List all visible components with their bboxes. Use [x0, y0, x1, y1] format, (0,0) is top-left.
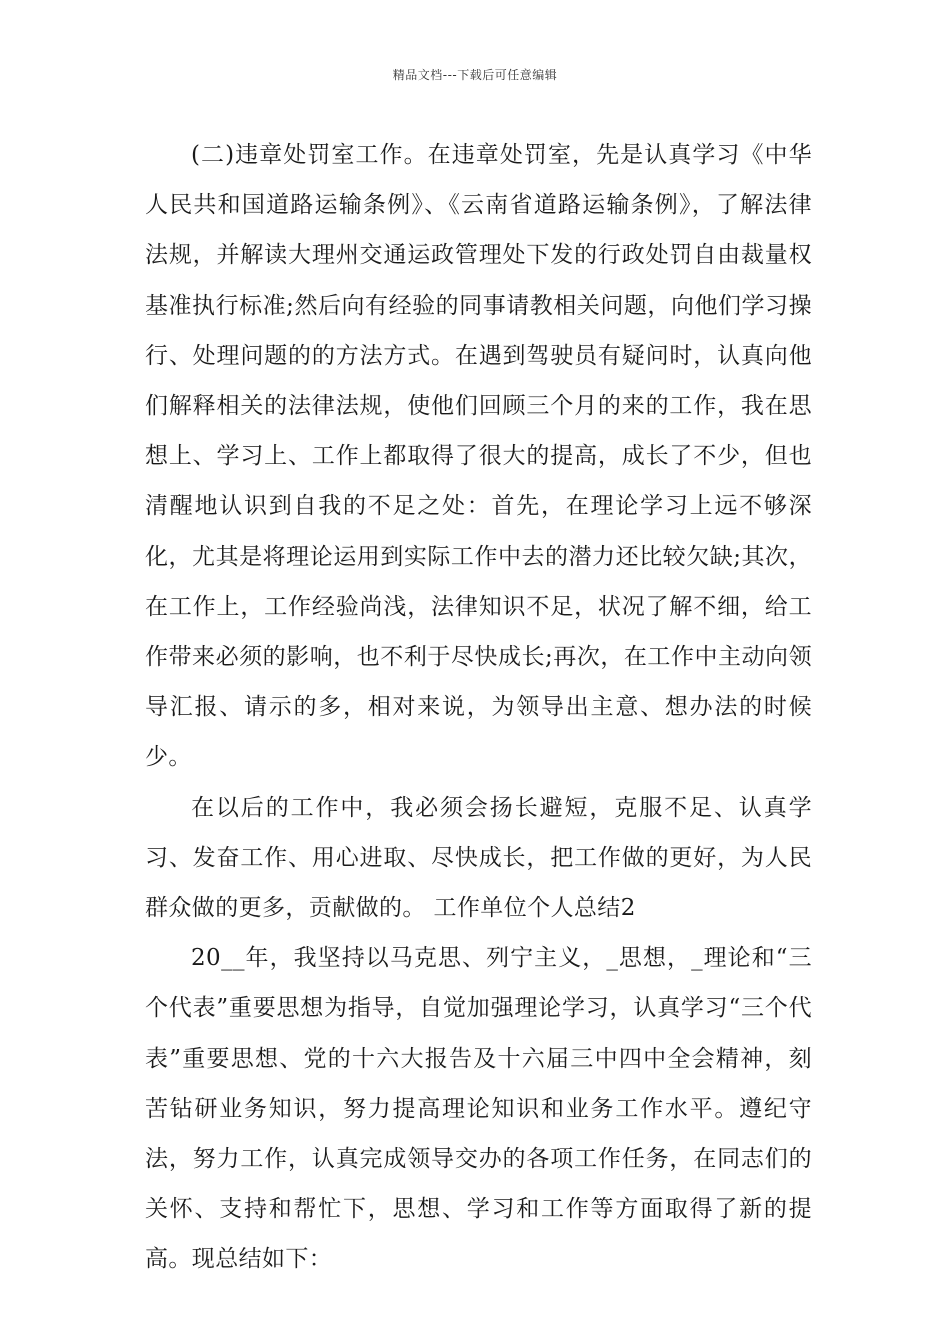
document-body	[145, 130, 812, 1285]
paragraph-annual-summary: 20__年，我坚持以马克思、列宁主义，_思想，_理论和“三个代表”重要思想为指导，自觉加强理论学习，认真学习“三个代表”重要思想、党的十六大报告及十六届三中四中全会精神，刻苦钻研业务知识，努力提高理论知识和业务工作水平。遵纪守法，努力工作，认真完成领导交办的各项工作任务，在同志们的关怀、支持和帮忙下，思想、学习和工作等方面取得了新的提高。现总结如下：	[145, 945, 812, 1273]
page-header: 精品文档---下载后可任意编辑	[392, 68, 558, 82]
paragraph-future-work: 在以后的工作中，我必须会扬长避短，克服不足、认真学习、发奋工作、用心进取、尽快成长，把工作做的更好，为人民群众做的更多，贡献做的。 工作单位个人总结2	[145, 794, 812, 922]
paragraph-violation-office: (二)违章处罚室工作。在违章处罚室，先是认真学习《中华人民共和国道路运输条例》、《云南省道路运输条例》，了解法律法规，并解读大理州交通运政管理处下发的行政处罚自由裁量权基准执行标准;然后向有经验的同事请教相关问题，向他们学习操行、处理问题的的方法方式。在遇到驾驶员有疑问时，认真向他们解释相关的法律法规，使他们回顾三个月的来的工作，我在思想上、学习上、工作上都取得了很大的提高，成长了不少，但也清醒地认识到自我的不足之处：首先，在理论学习上远不够深化，尤其是将理论运用到实际工作中去的潜力还比较欠缺;其次，在工作上，工作经验尚浅，法律知识不足，状况了解不细，给工作带来必须的影响，也不利于尽快成长;再次，在工作中主动向领导汇报、请示的多，相对来说，为领导出主意、想办法的时候少。	[145, 142, 812, 771]
